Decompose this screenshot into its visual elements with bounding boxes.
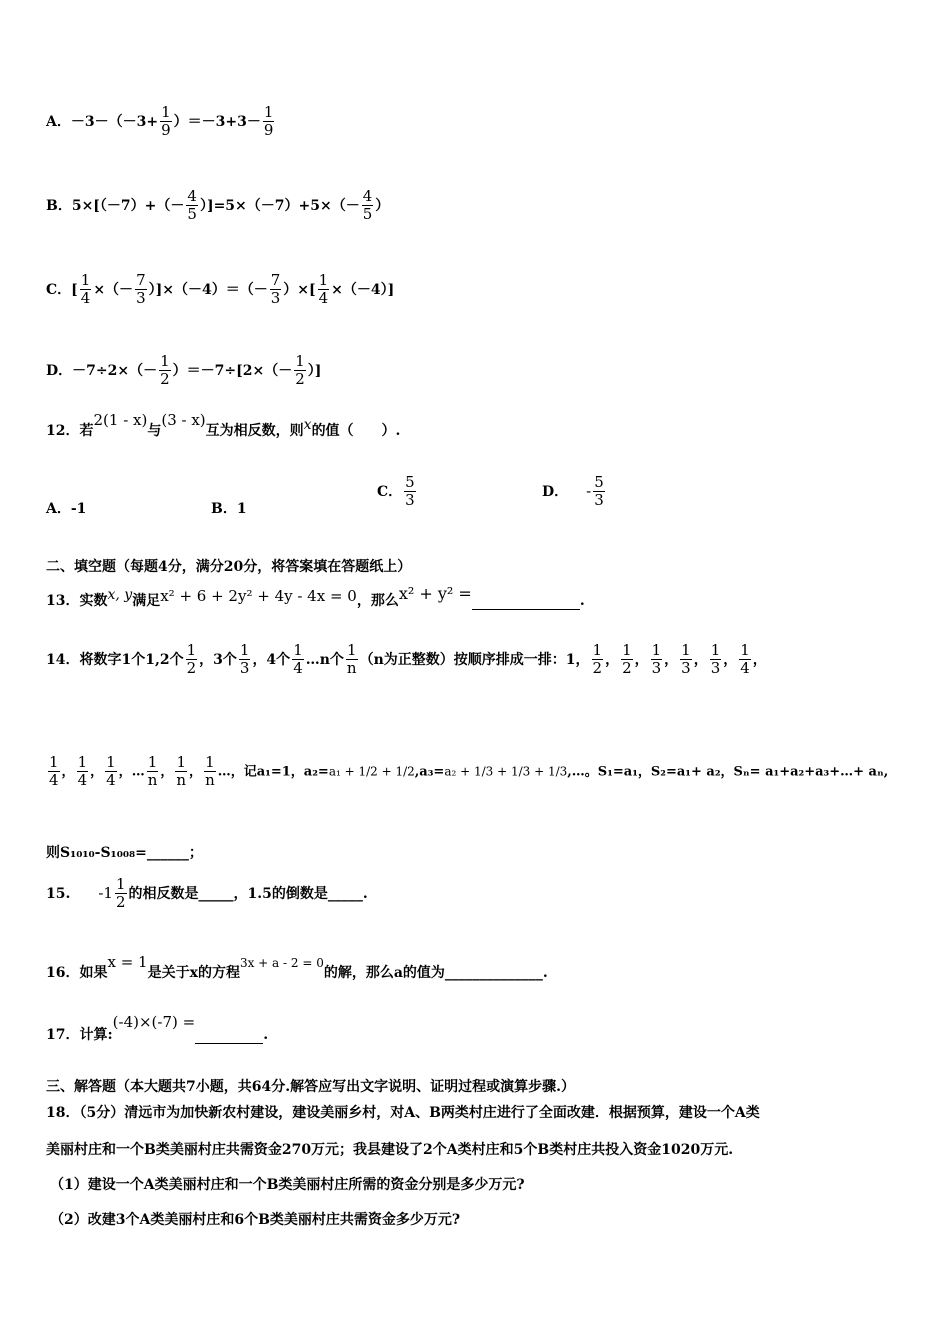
fraction: $\frac{1}{3}$ <box>681 641 691 678</box>
fraction: $\frac{1}{3}$ <box>239 641 250 678</box>
fraction: $\frac{1}{2}$ <box>160 352 170 389</box>
equation: x² + 6 + 2y² + 4y - 4x = 0 <box>160 587 357 605</box>
q18-line-1: 18．（5分）清远市为加快新农村建设，建设美丽乡村，对A、B两类村庄进行了全面改建．根据预算，建设一个A类 <box>46 1105 760 1121</box>
fraction: $\frac{1}{2}$ <box>622 641 632 678</box>
fraction: $\frac{1}{4}$ <box>77 753 88 790</box>
q12-stem: 12．若2(1 - x)与(3 - x)互为相反数，则x的值（ ）. <box>46 411 401 439</box>
fraction: $\frac{1}{3}$ <box>651 641 662 678</box>
fraction: $\frac{1}{2}$ <box>295 352 305 389</box>
fraction: $\frac{1}{n}$ <box>147 753 158 790</box>
fraction: $\frac{1}{n}$ <box>176 753 187 790</box>
q16: 16．如果x = 1是关于x的方程3x + a - 2 = 0的解，那么a的值为______________. <box>46 953 548 981</box>
fraction: $\frac{4}{5}$ <box>187 187 197 224</box>
section-3-heading: 三、解答题（本大题共7小题，共64分.解答应写出文字说明、证明过程或演算步骤.） <box>46 1079 575 1095</box>
q15: 15. -1 $\frac{1}{2}$ 的相反数是_____，1.5的倒数是_____. <box>46 875 368 912</box>
answer-blank[interactable] <box>195 1027 263 1044</box>
q18-part-1: （1）建设一个A类美丽村庄和一个B类美丽村庄所需的资金分别是多少万元? <box>50 1177 525 1193</box>
fraction: $\frac{1}{9}$ <box>161 103 171 140</box>
answer-blank[interactable] <box>472 593 580 610</box>
equation: 3x + a - 2 = 0 <box>239 956 324 970</box>
q14-line-3: 则S₁₀₁₀-S₁₀₀₈=______； <box>46 845 203 861</box>
q13: 13．实数x, y满足x² + 6 + 2y² + 4y - 4x = 0，那么x² + y² = . <box>46 584 585 609</box>
expr: 2(1 - x) <box>93 411 148 429</box>
fraction: $\frac{1}{4}$ <box>49 753 59 790</box>
fraction: $\frac{1}{n}$ <box>346 641 357 678</box>
expression: (-4)×(-7) = <box>112 1013 196 1031</box>
a3-expression: a₂ + 1/3 + 1/3 + 1/3 <box>444 764 568 779</box>
a2-expression: a₁ + 1/2 + 1/2 <box>328 764 415 779</box>
q11-option-a: A．－3－（－3+ $\frac{1}{9}$ ）＝－3+3－ $\frac{1}{9}$ <box>46 103 274 140</box>
fraction: $\frac{5}{3}$ <box>405 473 415 510</box>
fraction: $\frac{1}{2}$ <box>115 875 126 912</box>
expr: (3 - x) <box>161 411 206 429</box>
fraction: $\frac{1}{4}$ <box>293 641 303 678</box>
expression: x² + y² = <box>398 584 472 603</box>
fraction: $\frac{1}{9}$ <box>263 103 274 140</box>
fraction: $\frac{1}{2}$ <box>186 641 197 678</box>
q18-part-2: （2）改建3个A类美丽村庄和6个B类美丽村庄共需资金多少万元? <box>50 1212 461 1228</box>
fraction: $\frac{7}{3}$ <box>270 271 281 308</box>
q17: 17．计算:(-4)×(-7) = . <box>46 1013 269 1043</box>
q14-line-1: 14．将数字1个1,2个 $\frac{1}{2}$ ，3个 $\frac{1}{3}$ ，4个 $\frac{1}{4}$ …n个 $\frac{1}{n}$ （n为正整数）按顺序排成一排：1， $\frac{1}{2}$ ， $\frac{1}{2}$ ， $\frac{1}{3}$ ， $\frac{1}{3}$ ， $\frac{1}{3}$ ， $\frac{1}{4}$ ， <box>46 641 767 678</box>
fraction: $\frac{5}{3}$ <box>594 473 604 510</box>
fraction: $\frac{1}{2}$ <box>592 641 603 678</box>
q11-option-b: B．5×[（－7）+（－ $\frac{4}{5}$ ）]=5×（－7）+5×（－ $\frac{4}{5}$ ） <box>46 187 390 224</box>
fraction: $\frac{1}{n}$ <box>205 753 215 790</box>
fraction: $\frac{4}{5}$ <box>362 187 373 224</box>
fraction: $\frac{1}{4}$ <box>318 271 329 308</box>
fraction: $\frac{1}{4}$ <box>740 641 750 678</box>
fraction: $\frac{1}{3}$ <box>710 641 721 678</box>
q12-option-b: B．1 <box>211 501 247 517</box>
q12-option-d: D． - $\frac{5}{3}$ <box>542 473 604 510</box>
q11-option-c: C．[ $\frac{1}{4}$ ×（－ $\frac{7}{3}$ ）]×（－4）＝（－ $\frac{7}{3}$ ）×[ $\frac{1}{4}$ ×（－4）] <box>46 271 395 308</box>
q18-line-2: 美丽村庄和一个B类美丽村庄共需资金270万元；我县建设了2个A类村庄和5个B类村庄共投入资金1020万元. <box>46 1142 734 1158</box>
q12-option-c: C． $\frac{5}{3}$ <box>377 473 415 510</box>
var-x: x <box>303 417 312 433</box>
fraction: $\frac{7}{3}$ <box>136 271 146 308</box>
condition: x = 1 <box>107 953 148 971</box>
fraction: $\frac{1}{4}$ <box>106 753 116 790</box>
section-2-heading: 二、填空题（每题4分，满分20分，将答案填在答题纸上） <box>46 559 412 575</box>
q14-line-2: $\frac{1}{4}$ ， $\frac{1}{4}$ ， $\frac{1}{4}$ ，… $\frac{1}{n}$ ， $\frac{1}{n}$ ， $\frac{1}{n}$ …，记a₁=1，a₂=a₁ + 1/2 + 1/2,a₃=a₂ + 1/3 + 1/3 + 1/3,…。S₁=a₁，S₂=a₁+ a₂，Sₙ= a₁+a₂+a₃+…+ aₙ, <box>49 753 889 790</box>
fraction: $\frac{1}{4}$ <box>80 271 91 308</box>
q11-option-d: D．－7÷2×（－ $\frac{1}{2}$ ）＝－7÷[2×（－ $\frac{1}{2}$ ）] <box>46 352 322 389</box>
q12-option-a: A．-1 <box>46 501 87 517</box>
